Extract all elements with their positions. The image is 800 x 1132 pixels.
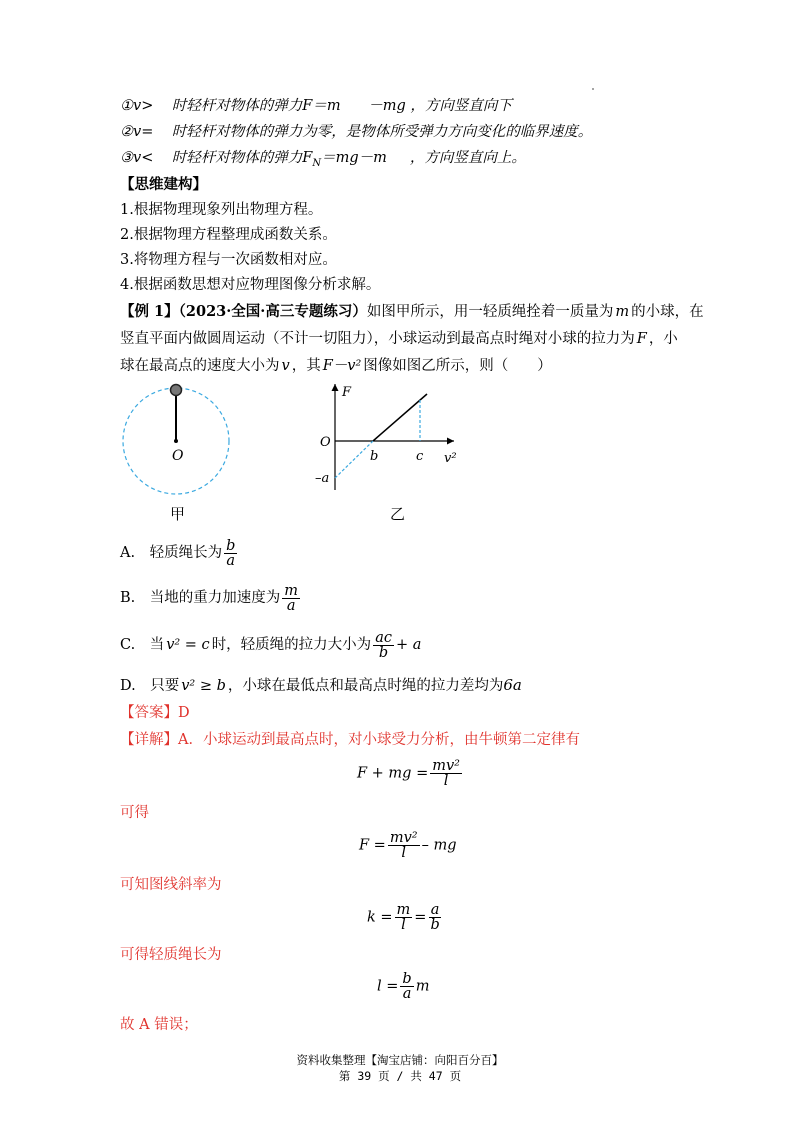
option-d-text: D. 只要 bbox=[120, 678, 180, 694]
equation-4 bbox=[377, 972, 429, 1001]
detail-intro bbox=[120, 729, 580, 751]
condition-3-subscript: N bbox=[312, 157, 322, 169]
equation-4-fraction bbox=[400, 972, 413, 1001]
example-text: ，其 bbox=[291, 358, 321, 374]
condition-3-marker: ③ bbox=[120, 150, 133, 166]
example-text: 图像如图乙所示，则（ ） bbox=[363, 358, 552, 374]
example-text: 球在最高点的速度大小为 bbox=[120, 358, 280, 374]
fraction-denominator: a bbox=[226, 552, 236, 569]
label-O-yi: O bbox=[320, 435, 331, 450]
equation-4-right: m bbox=[415, 978, 430, 995]
option-d bbox=[120, 674, 522, 697]
label-O-jia: O bbox=[172, 448, 184, 464]
example-var-m: m bbox=[615, 304, 630, 320]
condition-3 bbox=[120, 147, 526, 175]
conclusion-text: 故 A 错误； bbox=[120, 1017, 198, 1033]
option-c-fraction bbox=[373, 631, 394, 660]
speck-mark bbox=[592, 88, 594, 90]
example-text: ，小 bbox=[648, 331, 678, 347]
fraction-denominator: a bbox=[402, 986, 412, 1002]
example-text: 的小球，在 bbox=[631, 304, 704, 320]
condition-3-text: < 时轻杆对物体的弹力F bbox=[141, 150, 313, 166]
detail-intro-text: A．小球运动到最高点时，对小球受力分析，由牛顿第二定律有 bbox=[178, 732, 580, 748]
fraction-numerator: mv² bbox=[432, 758, 460, 774]
example-text: 竖直平面内做圆周运动（不计一切阻力），小球运动到最高点时绳对小球的拉力为 bbox=[120, 331, 635, 347]
example-graph-name: F－v² bbox=[322, 358, 362, 374]
caption-yi: 乙 bbox=[390, 505, 406, 523]
step-item: 1.根据物理现象列出物理方程。 bbox=[120, 202, 323, 218]
equation-2 bbox=[359, 831, 456, 860]
option-c-tail: + a bbox=[395, 637, 422, 653]
equation-4-left: l = bbox=[377, 978, 399, 995]
option-a-fraction bbox=[224, 539, 237, 568]
condition-1 bbox=[120, 95, 512, 117]
equation-2-left: F = bbox=[359, 837, 386, 854]
fraction-numerator: b bbox=[226, 537, 236, 554]
fraction-numerator: ac bbox=[375, 629, 392, 646]
step-item: 4.根据函数思想对应物理图像分析求解。 bbox=[120, 277, 381, 293]
length-text: 可得轻质绳长为 bbox=[120, 947, 222, 963]
figure-yi bbox=[310, 380, 470, 530]
condition-2-text: = 时轻杆对物体的弹力为零，是物体所受弹力方向变化的临界速度。 bbox=[141, 124, 593, 140]
label-v2: v² bbox=[444, 451, 457, 466]
kede-text: 可得 bbox=[120, 805, 149, 821]
label-neg-a: –a bbox=[315, 471, 330, 486]
option-a-text: A. 轻质绳长为 bbox=[120, 545, 223, 561]
fraction-numerator: b bbox=[402, 971, 412, 987]
option-c-text: C. 当 bbox=[120, 637, 165, 653]
example-text: 如图甲所示，用一轻质绳拴着一质量为 bbox=[366, 304, 614, 320]
answer-label: 【答案】 bbox=[120, 705, 178, 721]
equation-3-equals: = bbox=[414, 909, 427, 926]
equation-2-fraction bbox=[388, 831, 420, 860]
option-d-value: 6a bbox=[503, 676, 522, 694]
fraction-denominator: l bbox=[401, 845, 407, 861]
example-line-2 bbox=[120, 328, 678, 350]
fraction-denominator: b bbox=[378, 644, 389, 661]
example-var-v: v bbox=[281, 358, 290, 374]
example-line-3 bbox=[120, 355, 552, 377]
graph-solid-line bbox=[373, 394, 427, 441]
example-line-1 bbox=[120, 301, 704, 323]
option-c bbox=[120, 630, 421, 660]
footer-source: 资料收集整理【淘宝店铺：向阳百分百】 bbox=[296, 1053, 504, 1067]
step-item: 2.根据物理方程整理成函数关系。 bbox=[120, 227, 337, 243]
caption-jia: 甲 bbox=[170, 505, 186, 523]
option-c-text: 时，轻质绳的拉力大小为 bbox=[211, 637, 372, 653]
label-c: c bbox=[416, 449, 424, 464]
equation-1 bbox=[357, 759, 464, 788]
equation-3-left: k = bbox=[367, 909, 393, 926]
example-var-F: F bbox=[636, 331, 647, 347]
fraction-denominator: l bbox=[401, 917, 406, 933]
equation-3-fraction-1 bbox=[395, 903, 413, 932]
fraction-denominator: l bbox=[443, 773, 449, 789]
condition-2-marker: ② bbox=[120, 124, 133, 140]
option-b bbox=[120, 583, 302, 613]
fraction-numerator: mv² bbox=[389, 830, 418, 846]
label-b: b bbox=[370, 449, 379, 464]
answer-line bbox=[120, 702, 190, 724]
fraction-numerator: a bbox=[430, 902, 440, 918]
condition-1-v: v bbox=[133, 98, 142, 114]
condition-1-marker: ① bbox=[120, 98, 133, 114]
option-b-text: B. 当地的重力加速度为 bbox=[120, 590, 281, 606]
option-d-condition: v² ≥ b bbox=[181, 678, 226, 694]
example-source: （2023·全国·高三专题练习） bbox=[178, 303, 367, 320]
equation-3-fraction-2 bbox=[428, 903, 441, 932]
figure-jia bbox=[115, 380, 245, 530]
center-point bbox=[174, 439, 178, 443]
condition-1-text: > 时轻杆对物体的弹力F＝m －mg ，方向竖直向下 bbox=[141, 98, 512, 114]
equation-2-right: – mg bbox=[421, 837, 457, 854]
ball bbox=[171, 385, 182, 396]
option-a bbox=[120, 538, 239, 568]
label-F: F bbox=[342, 385, 352, 400]
answer-value: D bbox=[178, 705, 190, 721]
option-d-text: ，小球在最低点和最高点时绳的拉力差均为 bbox=[227, 678, 504, 694]
condition-3-v: v bbox=[133, 150, 142, 166]
equation-1-left: F + mg = bbox=[357, 765, 429, 782]
condition-2 bbox=[120, 121, 592, 143]
fraction-denominator: a bbox=[286, 597, 296, 614]
fraction-denominator: b bbox=[430, 917, 440, 933]
footer-page-number: 第 39 页 / 共 47 页 bbox=[338, 1069, 462, 1083]
equation-3 bbox=[367, 903, 444, 932]
condition-2-v: v bbox=[133, 124, 142, 140]
graph-dashed-extension bbox=[335, 441, 373, 478]
condition-3-text-2: ＝mg－m ，方向竖直向上。 bbox=[321, 150, 526, 166]
equation-1-fraction bbox=[430, 759, 462, 788]
step-item: 3.将物理方程与一次函数相对应。 bbox=[120, 252, 337, 268]
fraction-numerator: m bbox=[396, 902, 411, 918]
fraction-numerator: m bbox=[284, 582, 299, 599]
example-tag: 【例 1】 bbox=[120, 303, 179, 320]
option-b-fraction bbox=[282, 584, 300, 613]
section-title: 【思维建构】 bbox=[120, 176, 207, 193]
detail-label: 【详解】 bbox=[120, 732, 178, 748]
option-c-condition: v² = c bbox=[166, 637, 210, 653]
slope-text: 可知图线斜率为 bbox=[120, 877, 222, 893]
